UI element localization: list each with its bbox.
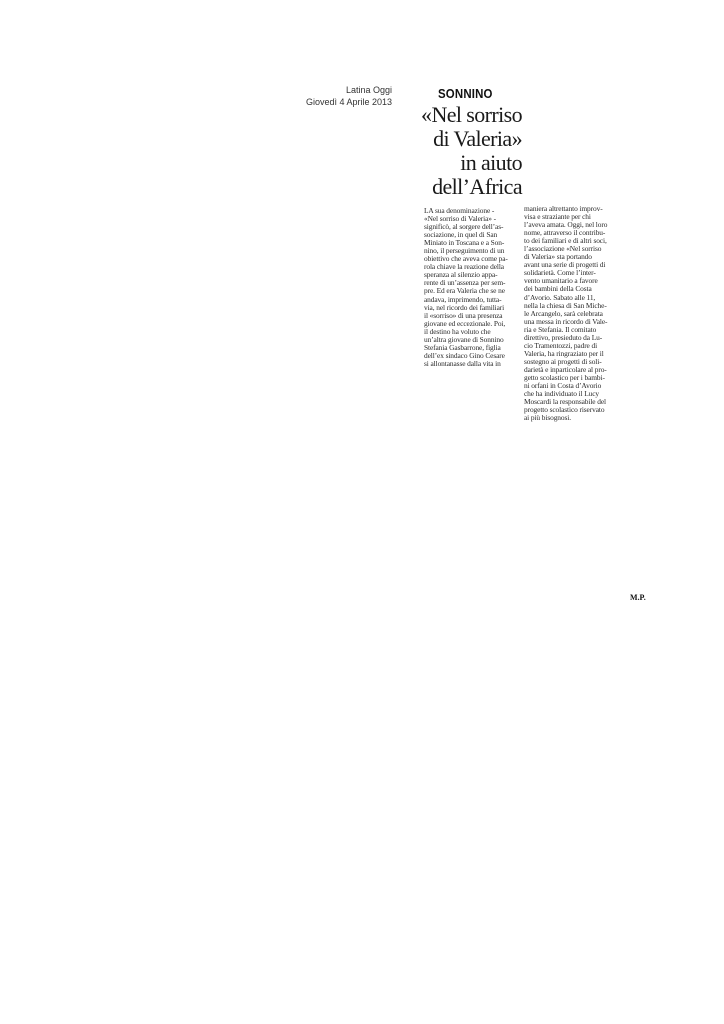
article-text-line: vento umanitario a favore [524,276,598,286]
article-text-line: Valeria, ha ringraziato per il [524,348,604,358]
article-text-line: di Valeria» sta portando [524,252,592,262]
article-text-line: progetto scolastico riservato [524,405,605,415]
article-text-line: che ha individuato il Lucy [524,389,599,399]
article-text-line: ni orfani in Costa d’Avorio [524,381,602,391]
article-column-2 [524,205,608,422]
article-text-line: d’Avorio. Sabato alle 11, [524,292,596,302]
publication-date: Giovedì 4 Aprile 2013 [305,97,392,107]
article-kicker: SONNINO [438,86,493,101]
article-text-line: maniera altrettanto improv- [524,204,603,213]
article-text-line: to dei familiari e di altri soci, [524,236,607,246]
author-signature: M.P. [630,593,646,602]
article-text-line: ai più bisognosi. [524,413,571,423]
article-text-line: Moscardi la responsabile del [524,397,606,407]
article-text-line: dell’ex sindaco Gino Cesare [424,350,505,360]
article-text-line: solidarietà. Come l’inter- [524,268,596,278]
source-info [300,84,392,108]
article-text-line: sociazione, in quel di San [424,230,498,240]
article-text-line: nome, attraverso il contribu- [524,228,606,238]
article-text-line: una messa in ricordo di Vale- [524,316,608,326]
article-text-line: darietà e inparticolare al pro- [524,364,607,374]
article-text-line: direttivo, presieduto da Lu- [524,332,603,342]
article-text-line: ria e Stefania. Il comitato [524,324,597,334]
headline-line: di Valeria» [433,126,522,151]
article-text-line: giovane ed eccezionale. Poi, [424,318,506,328]
article-text-line: le Arcangelo, sarà celebrata [524,308,603,318]
article-text-line: speranza al silenzio appa- [424,270,498,280]
article-text-line: nino, il perseguimento di un [424,246,505,256]
article-headline [410,103,522,199]
article-text-line: via, nel ricordo dei familiari [424,302,505,312]
headline-line: in aiuto [460,150,522,175]
article-column-1 [424,207,506,368]
article-text-line: pre. Ed era Valeria che se ne [424,286,505,296]
publication-name: Latina Oggi [345,85,392,95]
article-text-line: rola chiave la reazione della [424,262,504,272]
article-text-line: avant una serie di progetti di [524,260,606,270]
article-text-line: sostegno ai progetti di soli- [524,356,602,366]
article-text-line: dei bambini della Costa [524,284,592,294]
article-text-line: cio Tramentozzi, padre di [524,340,598,350]
article-text-line: l’associazione «Nel sorriso [524,244,602,254]
headline-line: dell’Africa [432,174,522,199]
article-text-line: LA sua denominazione - [424,206,495,215]
article-text-line: nella la chiesa di San Miche- [524,300,607,310]
article-text-line: andava, imprimendo, tutta- [424,294,502,304]
article-text-line: si allontanasse dalla vita in [424,358,501,368]
article-text-line: il destino ha voluto che [424,326,491,336]
article-text-line: Miniato in Toscana e a Son- [424,238,505,248]
article-text-line: obiettivo che aveva come pa- [424,254,508,264]
headline-line: «Nel sorriso [421,102,522,127]
article-text-line: significò, al sorgere dell’as- [424,222,504,232]
article-text-line: l’aveva amata. Oggi, nel loro [524,220,608,230]
article-text-line: getto scolastico per i bambi- [524,372,605,382]
article-text-line: «Nel sorriso di Valeria» - [424,214,496,224]
article-text-line: un’altra giovane di Sonnino [424,334,504,344]
article-text-line: il «sorriso» di una presenza [424,310,503,320]
article-text-line: Stefania Gasbarrone, figlia [424,342,501,352]
article-text-line: rente di un’assenza per sem- [424,278,506,288]
article-text-line: visa e straziante per chi [524,212,591,222]
